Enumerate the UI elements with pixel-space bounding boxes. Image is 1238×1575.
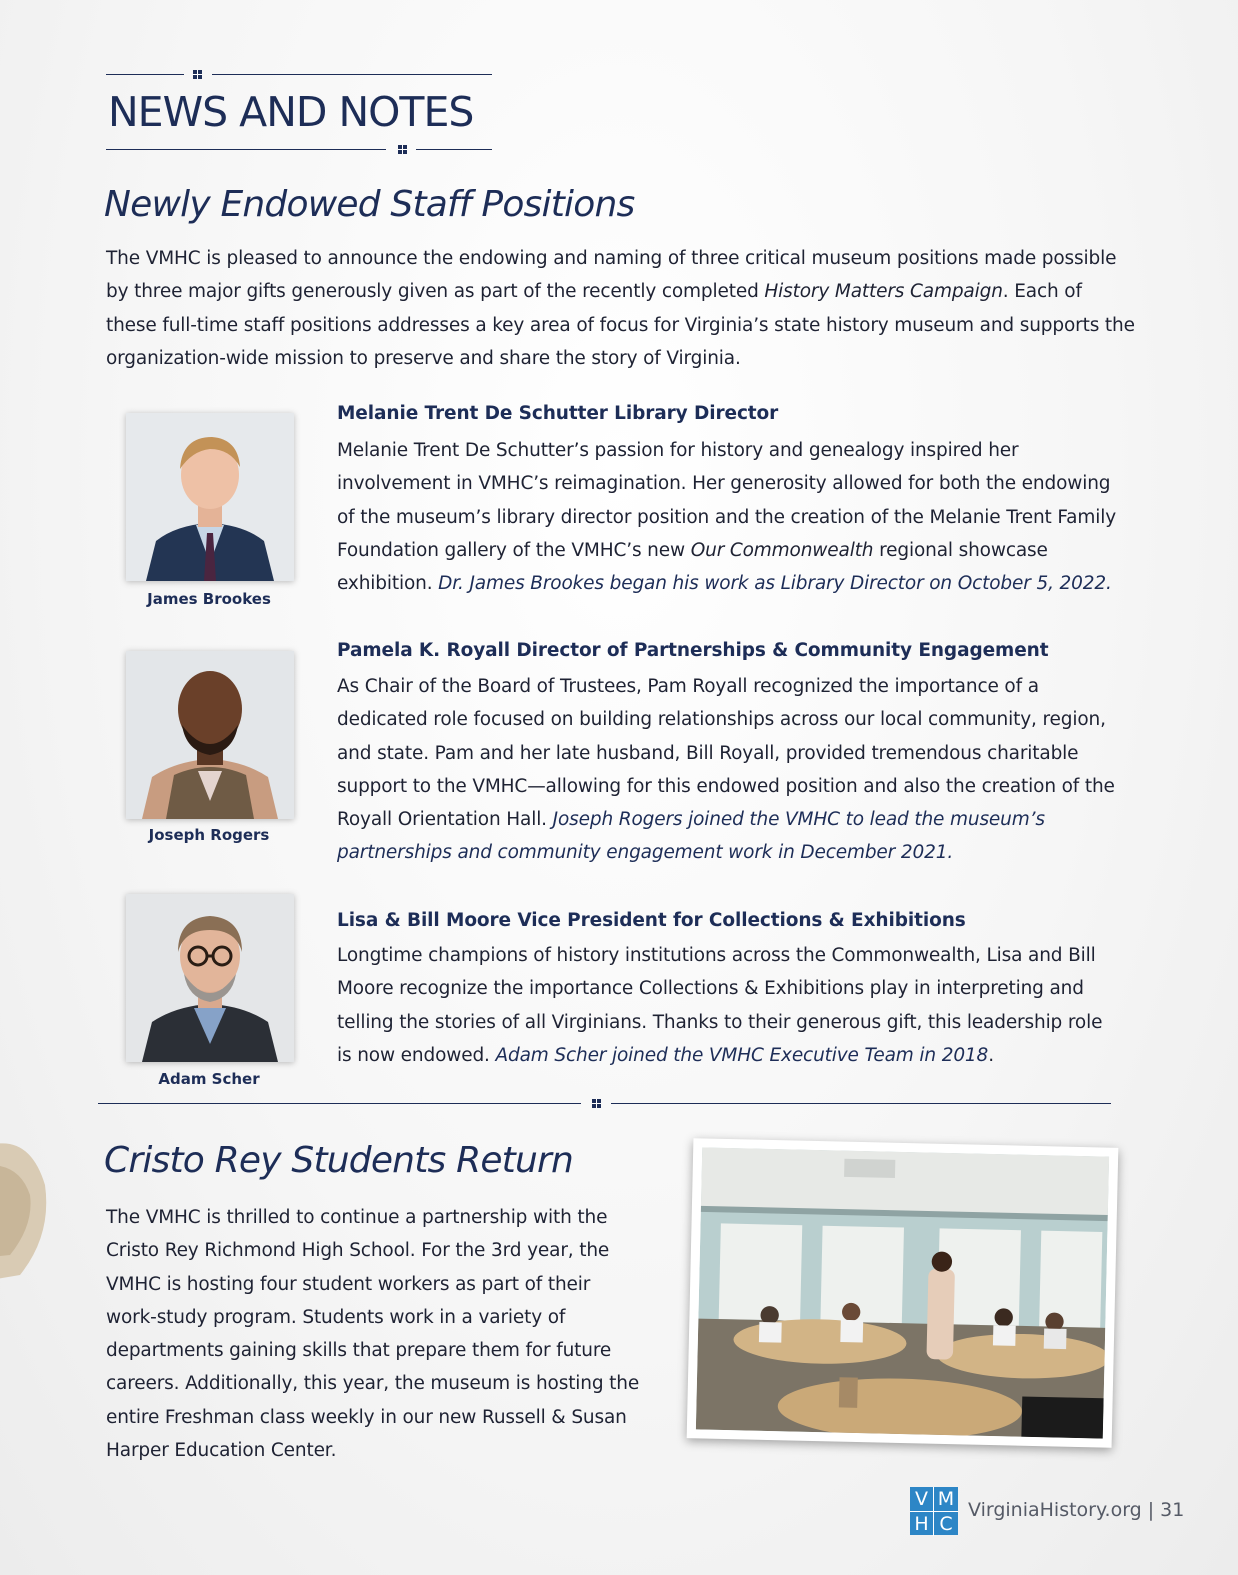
logo-letter: H	[910, 1512, 934, 1536]
credit-james-brookes: Dr. James Brookes began his work as Library Director on October 5, 2022.	[438, 573, 1112, 595]
masthead-title: NEWS AND NOTES	[108, 88, 474, 136]
portrait-james-brookes	[126, 413, 294, 581]
credit-joseph-rogers: Joseph Rogers joined the VMHC to lead the museum’s partnerships and community engagement work in December 2021.	[337, 809, 1045, 864]
position-title-collections-vp: Lisa & Bill Moore Vice President for Collections & Exhibitions	[337, 910, 966, 931]
cristo-rey-body: The VMHC is thrilled to continue a partnership with the Cristo Rey Richmond High School. For the 3rd year, the VMHC is hosting four student workers as part of their work-study program. Students work in a variety of departments gaining skills that prepare them for future careers. Additionally, this year, the museum is hosting the entire Freshman class weekly in our new Russell & Susan Harper Education Center.	[106, 1207, 640, 1462]
masthead-top-ornament-icon	[193, 70, 202, 79]
masthead-bottom-ornament-icon	[398, 145, 407, 154]
credit-adam-scher: Adam Scher joined the VMHC Executive Team in 2018	[495, 1044, 989, 1066]
position-body-library-director: Melanie Trent De Schutter’s passion for history and genealogy inspired her involvement in VMHC’s reimagination. Her generosity allowed for both the endowing of the museum’s library director position and the creation of the Melanie Trent Family Foundation gallery of the VMHC’s new Our Commonwealth regional showcase exhibition. Dr. James Brookes began his work as Library Director on October 5, 2022.	[337, 440, 1117, 595]
position-body-partnerships-director: As Chair of the Board of Trustees, Pam Royall recognized the importance of a dedicated role focused on building relationships across our local community, region, and state. Pam and her late husband, Bill Royall, provided tremendous charitable support to the VMHC—allowing for this endowed position and also the creation of the Royall Orientation Hall. Joseph Rogers joined the VMHC to lead the museum’s partnerships and community engagement work in December 2021.	[337, 676, 1115, 864]
footer-website-link[interactable]: VirginiaHistory.org	[968, 1499, 1142, 1521]
section-heading-endowed: Newly Endowed Staff Positions	[104, 184, 635, 225]
caption-james-brookes: James Brookes	[147, 590, 271, 608]
person-portrait-icon	[126, 894, 294, 1062]
classroom-scene-icon	[696, 1147, 1109, 1438]
divider-rule-right	[611, 1103, 1111, 1104]
footer	[968, 1499, 1184, 1521]
footer-separator: |	[1147, 1499, 1155, 1521]
vmhc-logo	[910, 1487, 958, 1535]
portrait-joseph-rogers	[126, 651, 294, 819]
logo-letter: C	[939, 1513, 953, 1535]
masthead-top-rule-left	[106, 74, 184, 75]
caption-joseph-rogers: Joseph Rogers	[148, 826, 270, 844]
section-heading-cristo-rey: Cristo Rey Students Return	[104, 1140, 574, 1181]
masthead-bottom-rule-right	[416, 149, 492, 150]
logo-letter: M	[934, 1487, 958, 1512]
position-body-collections-vp: Longtime champions of history institutions across the Commonwealth, Lisa and Bill Moore recognize the importance Collections & Exhibitions play in interpreting and telling the stories of all Virginians. Thanks to their generous gift, this leadership role is now endowed. Adam Scher joined the VMHC Executive Team in 2018.	[337, 945, 1103, 1066]
classroom-photo	[687, 1138, 1119, 1448]
portrait-adam-scher	[126, 894, 294, 1062]
divider-rule-left	[98, 1103, 581, 1104]
position-title-partnerships-director: Pamela K. Royall Director of Partnerships & Community Engagement	[337, 640, 1049, 661]
person-portrait-icon	[126, 413, 294, 581]
endowed-intro: The VMHC is pleased to announce the endowing and naming of three critical museum positions made possible by three major gifts generously given as part of the recently completed History Matters Campaign. Each of these full-time staff positions addresses a key area of focus for Virginia’s state history museum and supports the organization-wide mission to preserve and share the story of Virginia.	[106, 248, 1135, 369]
page-number: 31	[1160, 1499, 1185, 1521]
position-title-library-director: Melanie Trent De Schutter Library Director	[337, 403, 779, 424]
masthead-bottom-rule-left	[106, 149, 386, 150]
person-portrait-icon	[126, 651, 294, 819]
divider-ornament-icon	[592, 1099, 601, 1108]
masthead-top-rule-right	[212, 74, 492, 75]
logo-letter: V	[910, 1487, 934, 1512]
campaign-name: History Matters Campaign	[764, 281, 1003, 303]
caption-adam-scher: Adam Scher	[158, 1070, 260, 1088]
artifact-fragment-icon	[0, 1125, 60, 1285]
